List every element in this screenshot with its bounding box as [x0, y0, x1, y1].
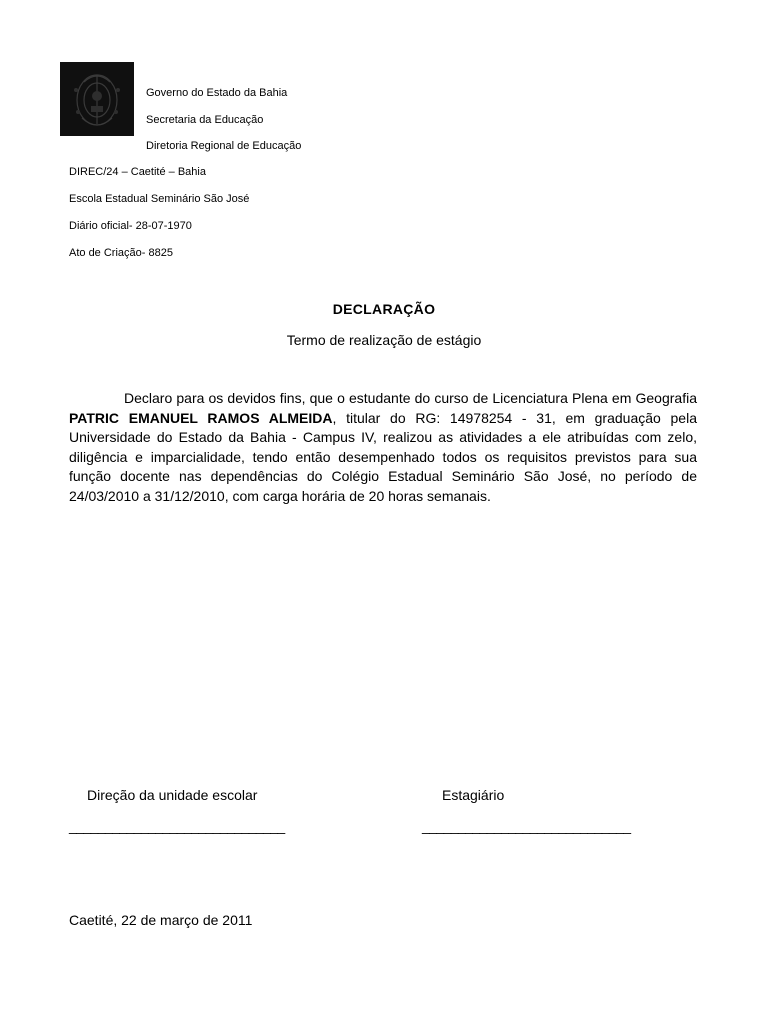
header-direc: DIREC/24 – Caetité – Bahia — [69, 166, 206, 178]
place-and-date: Caetité, 22 de março de 2011 — [69, 912, 253, 928]
declaration-rest: , titular do RG: 14978254 - 31, em graduação pela Universidade do Estado da Bahia - Campus IV, realizou as atividades a ele atribuídas com zelo, diligência e imparcialidade, tendo então desempenhado todos os requisitos previstos para sua função docente nas dependências do Colégio Estadual Seminário São José, no período de 24/03/2010 a 31/12/2010, com carga horária de 20 horas semanais. — [69, 409, 697, 504]
document-subtitle: Termo de realização de estágio — [286, 332, 482, 348]
document-title: DECLARAÇÃO — [332, 301, 436, 317]
header-regional-directorate: Diretoria Regional de Educação — [146, 140, 302, 152]
state-coat-of-arms-seal — [60, 62, 134, 136]
intern-label: Estagiário — [442, 787, 505, 803]
intern-signature-line: _____________________________ — [422, 818, 631, 834]
header-creation-act: Ato de Criação- 8825 — [69, 247, 173, 259]
coat-of-arms-icon — [60, 62, 134, 136]
header-official-gazette: Diário oficial- 28-07-1970 — [69, 220, 192, 232]
student-name: PATRIC EMANUEL RAMOS ALMEIDA — [69, 409, 333, 426]
header-government: Governo do Estado da Bahia — [146, 87, 288, 99]
declaration-intro: Declaro para os devidos fins, que o estudante do curso de Licenciatura Plena em Geografia — [124, 390, 697, 406]
declaration-body — [69, 389, 697, 507]
header-secretariat: Secretaria da Educação — [146, 114, 264, 126]
school-direction-label: Direção da unidade escolar — [87, 787, 258, 803]
school-direction-signature-line: ______________________________ — [69, 818, 285, 834]
header-school-name: Escola Estadual Seminário São José — [69, 193, 250, 205]
